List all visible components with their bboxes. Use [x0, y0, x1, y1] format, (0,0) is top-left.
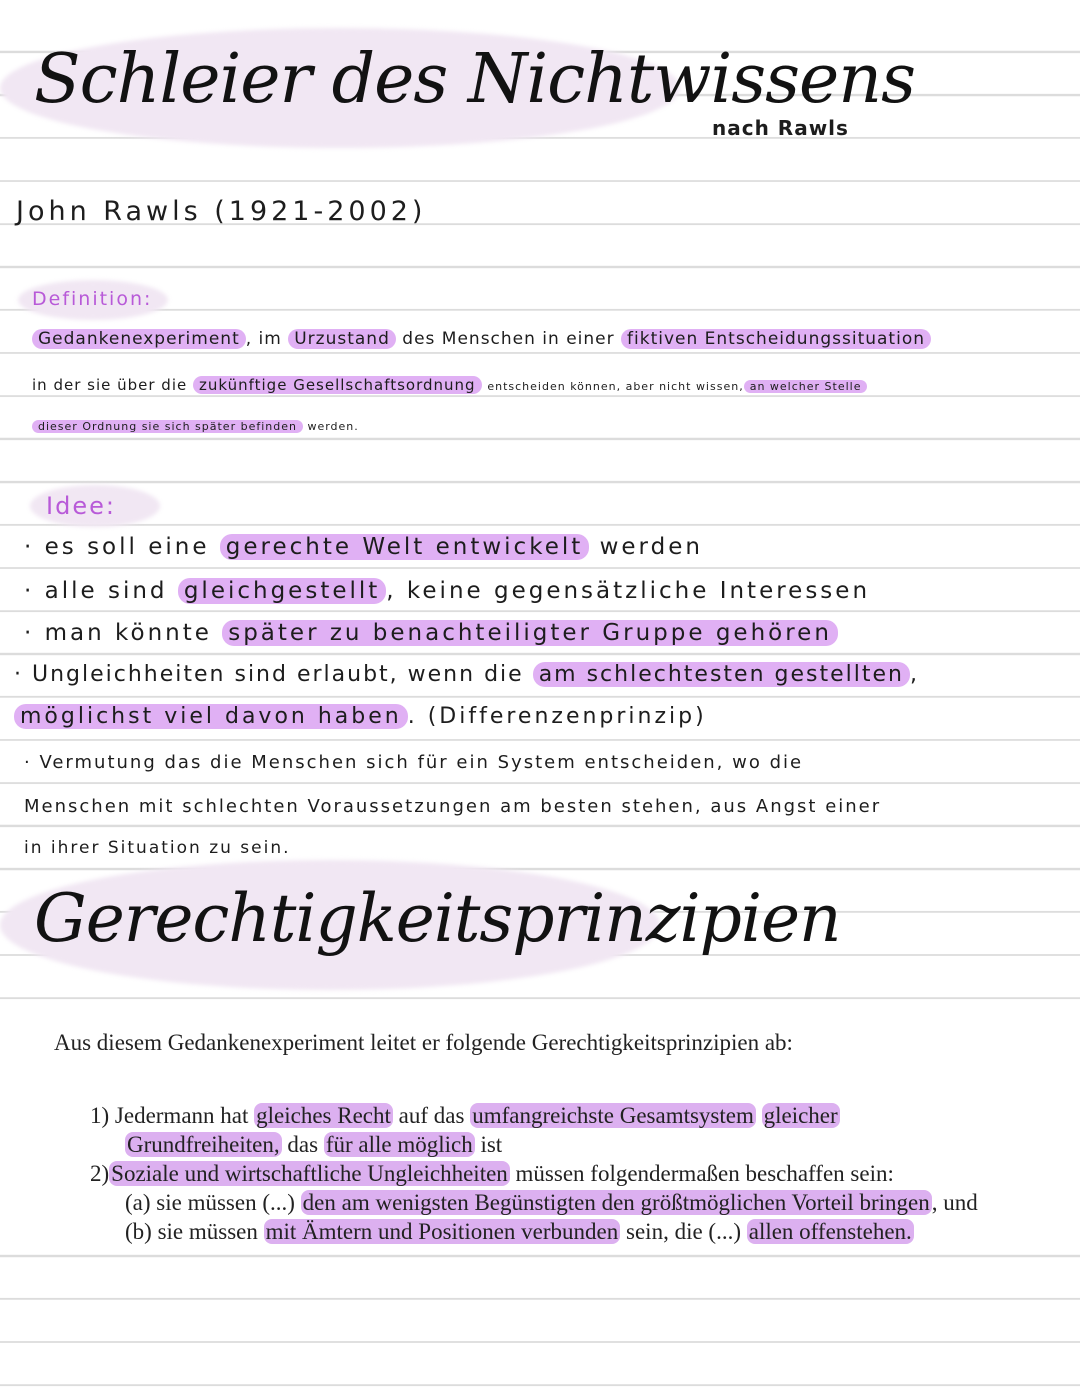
highlight: allen offenstehen.: [748, 1219, 912, 1244]
idea-bullet-5: möglichst viel davon haben . (Differenzenprinzip): [14, 704, 707, 729]
principle-2-line-1: 2)Soziale und wirtschaftliche Ungleichheiten müssen folgendermaßen beschaffen sein:: [90, 1161, 894, 1186]
highlight: Gedankenexperiment: [32, 329, 246, 349]
highlight: Soziale und wirtschaftliche Ungleichheiten: [111, 1161, 508, 1186]
highlight: später zu benachteiligter Gruppe gehören: [222, 620, 838, 646]
principle-1-line-2: Grundfreiheiten, das für alle möglich ist: [127, 1132, 503, 1157]
page-title: Schleier des Nichtwissens: [34, 40, 915, 119]
highlight: Grundfreiheiten,: [127, 1132, 280, 1157]
highlight: gleichgestellt: [178, 578, 386, 604]
idea-bullet-6: · Vermutung das die Menschen sich für ein System entscheiden, wo die: [24, 752, 804, 773]
highlight: dieser Ordnung sie sich später befinden: [32, 420, 303, 433]
highlight: Urzustand: [288, 329, 396, 349]
highlight: gerechte Welt entwickelt: [220, 534, 589, 560]
highlight: zukünftige Gesellschaftsordnung: [193, 376, 482, 394]
highlight: möglichst viel davon haben: [14, 704, 408, 729]
principle-2a: (a) sie müssen (...) den am wenigsten Begünstigten den größtmöglichen Vorteil bringen, und: [125, 1190, 978, 1215]
section-heading-gerechtigkeitsprinzipien: Gerechtigkeitsprinzipien: [34, 880, 841, 957]
principle-1-line-1: 1) Jedermann hat gleiches Recht auf das umfangreichste Gesamtsystem gleicher: [90, 1103, 838, 1128]
idea-bullet-2: · alle sind gleichgestellt , keine gegensätzliche Interessen: [24, 578, 871, 604]
highlight: gleiches Recht: [256, 1103, 391, 1128]
idea-bullet-4: · Ungleichheiten sind erlaubt, wenn die am schlechtesten gestellten ,: [14, 662, 919, 687]
highlight: an welcher Stelle: [744, 380, 868, 393]
definition-line-3: dieser Ordnung sie sich später befinden werden.: [32, 420, 359, 433]
subtitle: nach Rawls: [712, 116, 849, 140]
highlight: am schlechtesten gestellten: [533, 662, 910, 687]
highlight: gleicher: [763, 1103, 838, 1128]
highlight: mit Ämtern und Positionen verbunden: [265, 1219, 619, 1244]
idea-label: Idee:: [46, 492, 116, 520]
author-line: John Rawls (1921-2002): [16, 196, 427, 227]
definition-line-1: Gedankenexperiment , im Urzustand des Menschen in einer fiktiven Entscheidungssituation: [32, 329, 931, 349]
highlight: umfangreichste Gesamtsystem: [472, 1103, 754, 1128]
idea-bullet-1: · es soll eine gerechte Welt entwickelt werden: [24, 534, 703, 560]
idea-bullet-6-cont-2: in ihrer Situation zu sein.: [24, 838, 291, 858]
definition-label: Definition:: [32, 288, 153, 310]
definition-line-2: in der sie über die zukünftige Gesellschaftsordnung entscheiden können, aber nicht wissen, an welcher Stelle: [32, 376, 867, 394]
principle-2b: (b) sie müssen mit Ämtern und Positionen verbunden sein, die (...) allen offenstehen.: [125, 1219, 912, 1244]
idea-bullet-3: · man könnte später zu benachteiligter Gruppe gehören: [24, 620, 838, 646]
highlight: für alle möglich: [325, 1132, 473, 1157]
highlight: den am wenigsten Begünstigten den größtmöglichen Vorteil bringen: [302, 1190, 930, 1215]
intro-text: Aus diesem Gedankenexperiment leitet er folgende Gerechtigkeitsprinzipien ab:: [54, 1030, 793, 1055]
highlight: fiktiven Entscheidungssituation: [621, 329, 931, 349]
idea-bullet-6-cont-1: Menschen mit schlechten Voraussetzungen am besten stehen, aus Angst einer: [24, 796, 882, 817]
